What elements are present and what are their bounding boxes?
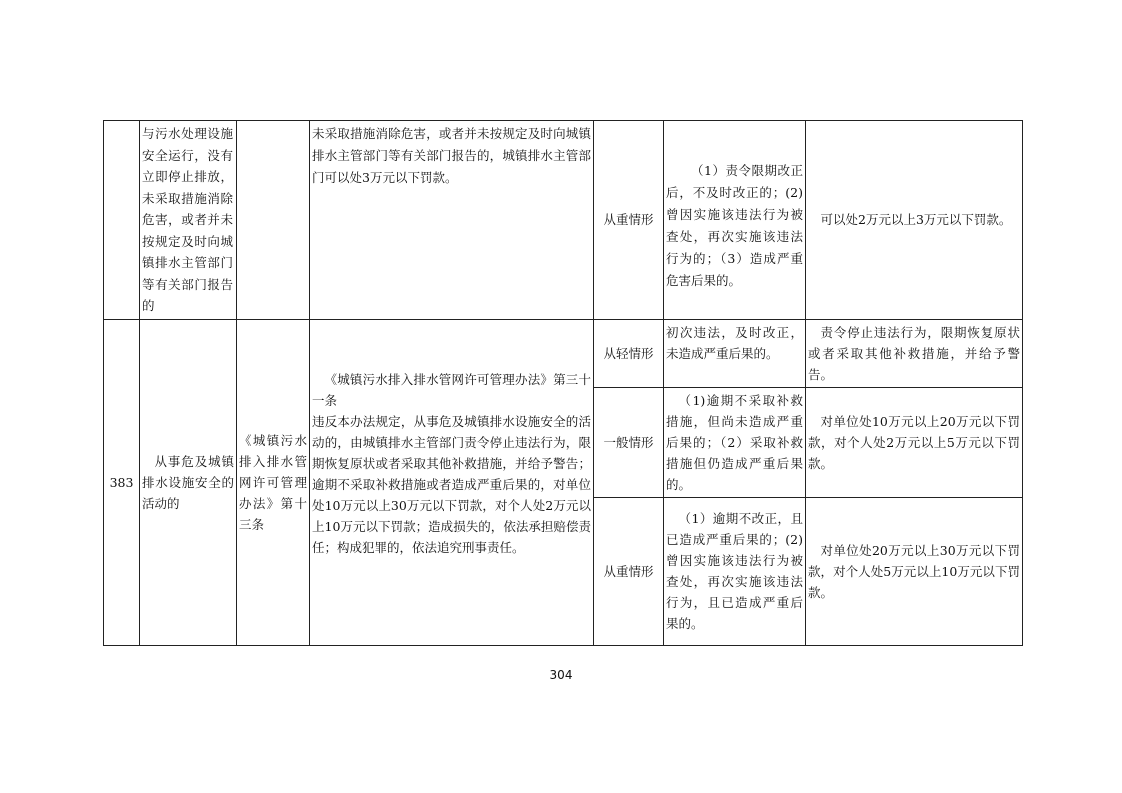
penalty-standard-heavy: 对单位处20万元以上30万元以下罚款，对个人处5万元以上10万元以下罚款。 (806, 497, 1023, 645)
item-number-cell (104, 121, 140, 320)
penalty-standard-table (103, 120, 1023, 646)
discretion-level-general: 一般情形 (594, 387, 664, 497)
penalty-standard-light: 责令停止违法行为，限期恢复原状或者采取其他补救措施，并给予警告。 (806, 319, 1023, 387)
legal-basis-cell (237, 121, 310, 320)
penalty-standard-general: 对单位处10万元以上20万元以下罚款，对个人处2万元以上5万元以下罚款。 (806, 387, 1023, 497)
page-number: 304 (549, 668, 573, 682)
circumstance-light: 初次违法，及时改正，未造成严重后果的。 (664, 319, 806, 387)
discretion-level-heavy: 从重情形 (594, 497, 664, 645)
discretion-level-light: 从轻情形 (594, 319, 664, 387)
penalty-provision-cell: 未采取措施消除危害，或者并未按规定及时向城镇排水主管部门等有关部门报告的，城镇排水主管部门可以处3万元以下罚款。 (310, 121, 594, 320)
penalty-standard-cell: 可以处2万元以上3万元以下罚款。 (806, 121, 1023, 320)
violation-item-cell: 与污水处理设施安全运行，没有立即停止排放，未采取措施消除危害，或者并未按规定及时向城镇排水主管部门等有关部门报告的 (140, 121, 237, 320)
violation-item-cell: 从事危及城镇排水设施安全的活动的 (140, 319, 237, 645)
legal-basis-cell: 《城镇污水排入排水管网许可管理办法》第十三条 (237, 319, 310, 645)
table-row-continued (104, 121, 1023, 320)
circumstance-cell: （1）责令限期改正后，不及时改正的；(2)曾因实施该违法行为被查处，再次实施该违法行为的；（3）造成严重危害后果的。 (664, 121, 806, 320)
circumstance-general: （1)逾期不采取补救措施，但尚未造成严重后果的；（2）采取补救措施但仍造成严重后果的。 (664, 387, 806, 497)
circumstance-heavy: （1）逾期不改正，且已造成严重后果的；(2)曾因实施该违法行为被查处，再次实施该违法行为，且已造成严重后果的。 (664, 497, 806, 645)
penalty-provision-cell: 《城镇污水排入排水管网许可管理办法》第三十一条 违反本办法规定，从事危及城镇排水设施安全的活动的，由城镇排水主管部门责令停止违法行为，限期恢复原状或者采取其他补救措施，并给予警告；逾期不采取补救措施或者造成严重后果的，对单位处10万元以上30万元以下罚款，对个人处2万元以上10万元以下罚款；造成损失的，依法承担赔偿责任；构成犯罪的，依法追究刑事责任。 (310, 319, 594, 645)
item-number-cell: 383 (104, 319, 140, 645)
discretion-level-cell: 从重情形 (594, 121, 664, 320)
table-row-383-light (104, 319, 1023, 387)
